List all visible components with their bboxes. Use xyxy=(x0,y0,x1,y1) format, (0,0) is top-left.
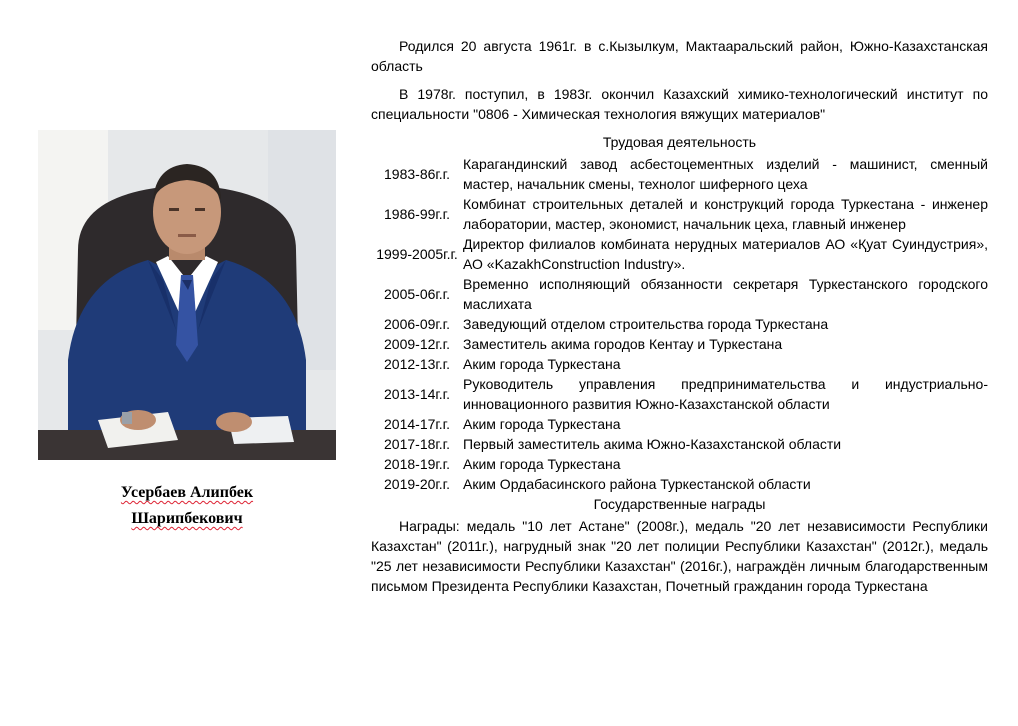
table-row xyxy=(371,194,988,234)
period-cell: 2014-17г.г. xyxy=(384,416,450,432)
position-cell: Аким города Туркестана xyxy=(463,356,621,372)
table-row xyxy=(371,434,988,454)
period-cell: 2006-09г.г. xyxy=(384,316,450,332)
position-cell: Временно исполняющий обязанности секретаря Туркестанского городского маслихата xyxy=(463,276,988,312)
person-name xyxy=(38,480,336,532)
period-cell: 1983-86г.г. xyxy=(384,166,450,182)
period-cell: 2019-20г.г. xyxy=(384,476,450,492)
name-line-2: Шарипбекович xyxy=(131,510,243,527)
table-row xyxy=(371,414,988,434)
table-row xyxy=(371,274,988,314)
table-row xyxy=(371,314,988,334)
awards-paragraph: Награды: медаль "10 лет Астане" (2008г.), медаль "20 лет независимости Республики Казахстан" (2011г.), нагрудный знак "20 лет полиции Республики Казахстан" (2012г.), медаль "25 лет независимости Республики Казахстан" (2016г.), награждён личным благодарственным письмом Президента Республики Казахстан, Почетный гражданин города Туркестана xyxy=(371,518,988,594)
position-cell: Аким города Туркестана xyxy=(463,416,621,432)
period-cell: 1986-99г.г. xyxy=(384,206,450,222)
table-row xyxy=(371,374,988,414)
position-cell: Заместитель акима городов Кентау и Туркестана xyxy=(463,336,783,352)
position-cell: Заведующий отделом строительства города Туркестана xyxy=(463,316,829,332)
portrait-illustration xyxy=(38,130,336,460)
period-cell: 2005-06г.г. xyxy=(384,286,450,302)
work-heading: Трудовая деятельность xyxy=(602,134,757,150)
period-cell: 1999-2005г.г. xyxy=(376,246,458,262)
education-paragraph: В 1978г. поступил, в 1983г. окончил Казахский химико-технологический институт по специальности "0806 - Химическая технология вяжущих материалов" xyxy=(371,86,988,122)
biography xyxy=(371,36,988,596)
table-row xyxy=(371,474,988,494)
position-cell: Аким города Туркестана xyxy=(463,456,621,472)
position-cell: Карагандинский завод асбестоцементных изделий - машинист, сменный мастер, начальник смены, технолог шиферного цеха xyxy=(463,156,988,192)
position-cell: Директор филиалов комбината нерудных материалов АО «Қуат Суиндустрия», АО «KazakhConstruction Industry». xyxy=(463,236,988,272)
position-cell: Руководитель управления предпринимательства и индустриально-инновационного развития Южно-Казахстанской области xyxy=(463,376,988,412)
name-line-1: Усербаев Алипбек xyxy=(120,484,254,501)
position-cell: Первый заместитель акима Южно-Казахстанской области xyxy=(463,436,842,452)
table-row xyxy=(371,334,988,354)
work-history-table xyxy=(371,154,988,494)
table-row xyxy=(371,154,988,194)
table-row xyxy=(371,454,988,474)
period-cell: 2009-12г.г. xyxy=(384,336,450,352)
period-cell: 2012-13г.г. xyxy=(384,356,450,372)
table-row xyxy=(371,234,988,274)
birth-paragraph: Родился 20 августа 1961г. в с.Кызылкум, Мактааральский район, Южно-Казахстанская область xyxy=(371,38,988,74)
period-cell: 2018-19г.г. xyxy=(384,456,450,472)
position-cell: Аким Ордабасинского района Туркестанской области xyxy=(463,476,811,492)
position-cell: Комбинат строительных деталей и конструкций города Туркестана - инженер лаборатории, мастер, экономист, начальник цеха, главный инженер xyxy=(463,196,988,232)
period-cell: 2013-14г.г. xyxy=(384,386,450,402)
awards-heading: Государственные награды xyxy=(593,496,766,512)
portrait-photo xyxy=(38,130,336,460)
period-cell: 2017-18г.г. xyxy=(384,436,450,452)
table-row xyxy=(371,354,988,374)
